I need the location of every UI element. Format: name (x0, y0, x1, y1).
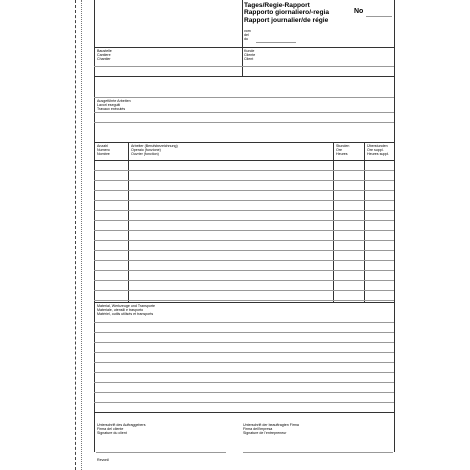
materials-row[interactable] (94, 402, 394, 403)
labor-table-row[interactable] (94, 180, 394, 181)
work-done-label: Ausgeführte Arbeiten Lavori eseguiti Travaux exécutés (97, 99, 131, 112)
col-count-divider (128, 142, 129, 302)
materials-row[interactable] (94, 392, 394, 393)
labor-table-row[interactable] (94, 220, 394, 221)
client-signature-label: Unterschrift des Auftraggebers Firma del cliente Signature du client (97, 423, 146, 436)
header-divider (242, 0, 243, 47)
labor-table-row[interactable] (94, 240, 394, 241)
contractor-signature-label: Unterschrift der beauftragten Firma Firma dell'impresa Signature de l'entrepreneur (243, 423, 299, 436)
site-client-line (94, 66, 394, 67)
site-client-divider (242, 47, 243, 76)
labor-table-row[interactable] (94, 170, 394, 171)
materials-row[interactable] (94, 362, 394, 363)
labor-table-bottom-border (94, 302, 394, 303)
labor-table-row[interactable] (94, 270, 394, 271)
form-left-border (94, 0, 95, 452)
labor-table-row[interactable] (94, 300, 394, 301)
site-label: Baustelle Cantiere Chantier (97, 49, 112, 62)
labor-table-row[interactable] (94, 210, 394, 211)
client-signature-field[interactable] (96, 452, 226, 453)
site-client-bottom-border (94, 76, 394, 77)
materials-label: Material, Werkzeuge und Transporte Materiale, utensili e trasporto Matériel, outils utilisés et transports (97, 304, 156, 317)
materials-row[interactable] (94, 322, 394, 323)
col-hours-divider (364, 142, 365, 302)
labor-table-row[interactable] (94, 230, 394, 231)
col-worker-header: Arbeiter (Berufsbezeichnung) Operaio (funzione) Ouvrier (fonction) (131, 144, 178, 157)
materials-row[interactable] (94, 352, 394, 353)
col-hours-header: Stunden Ore Heures (336, 144, 350, 157)
col-count-header: Anzahl Numero Nombre (97, 144, 110, 157)
labor-table-row[interactable] (94, 250, 394, 251)
materials-row[interactable] (94, 382, 394, 383)
labor-table-row[interactable] (94, 260, 394, 261)
materials-row[interactable] (94, 372, 394, 373)
work-done-top-line (94, 97, 394, 98)
binding-perforation-inner (81, 0, 82, 470)
work-done-line-1 (94, 112, 394, 113)
materials-row[interactable] (94, 332, 394, 333)
report-number-field[interactable] (366, 16, 392, 17)
header-bottom-border (94, 47, 394, 48)
report-number-label: No (354, 8, 364, 15)
report-title: Tages/Regie-Rapport Rapporto giornaliero/-regia Rapport journalier/de régie (244, 2, 329, 24)
report-form-sheet (72, 0, 404, 470)
date-label: vom del du (244, 29, 251, 42)
labor-table-row[interactable] (94, 290, 394, 291)
binding-perforation (75, 0, 76, 470)
labor-table-row[interactable] (94, 190, 394, 191)
col-worker-divider (333, 142, 334, 302)
work-done-line-2 (94, 122, 394, 123)
client-label: Kunde Cliente Client (244, 49, 256, 62)
work-done-bottom-border (94, 142, 394, 143)
contractor-signature-field[interactable] (243, 452, 393, 453)
footer-brand: Revonil (97, 458, 109, 462)
date-field[interactable] (256, 42, 296, 43)
materials-bottom-border (94, 412, 394, 413)
col-overtime-header: Überstunden Ore suppl. Heures suppl. (367, 144, 390, 157)
materials-row[interactable] (94, 342, 394, 343)
labor-table-row[interactable] (94, 200, 394, 201)
form-right-border (394, 0, 395, 452)
labor-table-row[interactable] (94, 280, 394, 281)
labor-table-header-border (94, 160, 394, 161)
